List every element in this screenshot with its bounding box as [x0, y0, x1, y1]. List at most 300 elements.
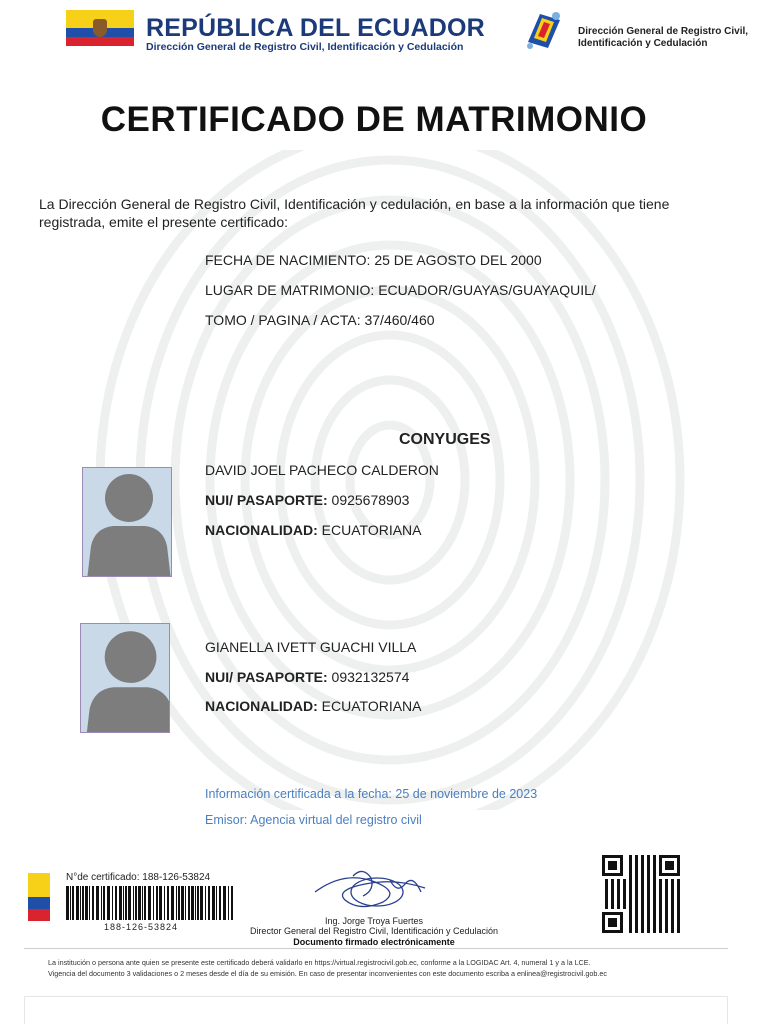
qr-module [647, 903, 650, 906]
republic-subtitle: Dirección General de Registro Civil, Identificación y Cedulación [146, 41, 464, 53]
barcode-bar [197, 886, 199, 920]
qr-module [647, 924, 650, 927]
qr-module [647, 855, 650, 858]
qr-module [635, 879, 638, 882]
qr-module [671, 900, 674, 903]
qr-module [629, 861, 632, 864]
spouses-heading: CONYUGES [399, 431, 491, 448]
qr-module [641, 885, 644, 888]
qr-module [629, 927, 632, 930]
qr-module [641, 870, 644, 873]
barcode-bar [212, 886, 215, 920]
marriage-place-field: LUGAR DE MATRIMONIO: ECUADOR/GUAYAS/GUAYAQUIL/ [205, 282, 596, 298]
barcode-bar [119, 886, 122, 920]
qr-module [647, 909, 650, 912]
qr-module [641, 915, 644, 918]
qr-module [635, 927, 638, 930]
qr-module [659, 900, 662, 903]
qr-module [611, 900, 614, 903]
qr-module [647, 879, 650, 882]
qr-module [659, 897, 662, 900]
barcode-bar [133, 886, 134, 920]
qr-module [641, 888, 644, 891]
qr-module [605, 897, 608, 900]
qr-module [677, 906, 680, 909]
barcode-bar [176, 886, 177, 920]
spouse1-nationality [205, 522, 422, 538]
qr-module [653, 861, 656, 864]
legal-note-line2: Vigencia del documento 3 validaciones o 2 meses desde el día de su emisión. En caso de presentar inconvenientes con este documento escriba a enlinea@registrocivil.gob.ec [48, 969, 607, 978]
qr-module [659, 912, 662, 915]
issuer-line: Emisor: Agencia virtual del registro civil [205, 813, 422, 827]
qr-module [641, 927, 644, 930]
qr-module [629, 885, 632, 888]
qr-module [653, 879, 656, 882]
barcode-bar [103, 886, 105, 920]
qr-module [665, 891, 668, 894]
qr-module [617, 888, 620, 891]
qr-module [629, 915, 632, 918]
certification-date: Información certificada a la fecha: 25 de noviembre de 2023 [205, 787, 538, 801]
qr-module [617, 882, 620, 885]
qr-module [653, 864, 656, 867]
qr-module [641, 930, 644, 933]
person-silhouette-icon [83, 468, 172, 577]
qr-module [611, 879, 614, 882]
certificate-number: N°de certificado: 188-126-53824 [66, 872, 211, 883]
qr-module [665, 897, 668, 900]
qr-module [653, 918, 656, 921]
qr-module [605, 888, 608, 891]
qr-module [623, 903, 626, 906]
qr-module [641, 906, 644, 909]
qr-module [647, 873, 650, 876]
qr-module [665, 906, 668, 909]
qr-module [653, 927, 656, 930]
qr-module [647, 882, 650, 885]
qr-module [617, 903, 620, 906]
barcode-bar [80, 886, 81, 920]
qr-module [653, 858, 656, 861]
barcode-bar [82, 886, 84, 920]
qr-module [659, 918, 662, 921]
nationality-label: NACIONALIDAD: [205, 698, 318, 714]
qr-module [647, 858, 650, 861]
barcode-bar [191, 886, 194, 920]
next-page-edge [24, 996, 728, 1024]
qr-module [671, 891, 674, 894]
qr-module [635, 861, 638, 864]
barcode-bar [92, 886, 94, 920]
qr-module [665, 900, 668, 903]
qr-module [617, 885, 620, 888]
barcode-bar [200, 886, 203, 920]
barcode-bar [153, 886, 154, 920]
qr-module [623, 879, 626, 882]
qr-module [659, 927, 662, 930]
qr-module [647, 912, 650, 915]
qr-module [677, 897, 680, 900]
qr-module [629, 882, 632, 885]
qr-module [635, 864, 638, 867]
qr-module [623, 891, 626, 894]
qr-module [623, 882, 626, 885]
barcode-bar [205, 886, 206, 920]
barcode-bar [144, 886, 146, 920]
qr-module [629, 858, 632, 861]
qr-module [665, 888, 668, 891]
barcode-bar [135, 886, 137, 920]
nui-value: 0925678903 [331, 492, 410, 508]
qr-module [635, 870, 638, 873]
qr-module [653, 885, 656, 888]
nui-label: NUI/ PASAPORTE: [205, 669, 328, 685]
qr-module [605, 906, 608, 909]
qr-module [617, 894, 620, 897]
qr-finder [608, 918, 617, 927]
qr-module [647, 921, 650, 924]
qr-module [659, 885, 662, 888]
qr-module [605, 879, 608, 882]
qr-module [635, 867, 638, 870]
qr-module [653, 906, 656, 909]
barcode-bar [70, 886, 71, 920]
qr-module [635, 858, 638, 861]
qr-module [641, 858, 644, 861]
nationality-label: NACIONALIDAD: [205, 522, 318, 538]
qr-module [629, 906, 632, 909]
agency-name [578, 26, 748, 50]
qr-module [623, 900, 626, 903]
intro-paragraph: La Dirección General de Registro Civil, Identificación y cedulación, en base a la información que tiene registrada, emite el presente certificado: [39, 196, 670, 230]
agency-name-line1: Dirección General de Registro Civil, [578, 26, 749, 37]
qr-module [671, 924, 674, 927]
qr-module [665, 894, 668, 897]
qr-module [671, 897, 674, 900]
qr-module [677, 927, 680, 930]
qr-module [647, 900, 650, 903]
qr-module [659, 915, 662, 918]
qr-module [659, 909, 662, 912]
qr-module [641, 864, 644, 867]
qr-module [611, 891, 614, 894]
qr-module [605, 900, 608, 903]
qr-module [671, 921, 674, 924]
qr-module [653, 897, 656, 900]
qr-module [641, 903, 644, 906]
signed-electronically-note: Documento firmado electrónicamente [293, 937, 455, 947]
qr-module [647, 906, 650, 909]
qr-module [671, 906, 674, 909]
qr-module [641, 894, 644, 897]
qr-module [635, 876, 638, 879]
qr-module [653, 873, 656, 876]
qr-module [659, 894, 662, 897]
barcode-bar [123, 886, 124, 920]
qr-finder [665, 861, 674, 870]
qr-module [665, 915, 668, 918]
qr-module [659, 891, 662, 894]
qr-module [653, 915, 656, 918]
qr-module [641, 912, 644, 915]
qr-module [665, 882, 668, 885]
qr-module [659, 879, 662, 882]
qr-module [653, 924, 656, 927]
qr-module [671, 894, 674, 897]
qr-module [653, 867, 656, 870]
qr-module [647, 897, 650, 900]
barcode-bar [66, 886, 69, 920]
qr-module [653, 891, 656, 894]
qr-module [671, 927, 674, 930]
qr-module [647, 894, 650, 897]
qr-module [635, 882, 638, 885]
qr-module [677, 879, 680, 882]
qr-module [671, 885, 674, 888]
qr-module [659, 882, 662, 885]
qr-module [647, 888, 650, 891]
qr-module [641, 873, 644, 876]
qr-module [647, 876, 650, 879]
barcode-bar [185, 886, 186, 920]
qr-module [611, 888, 614, 891]
barcode-bar [159, 886, 162, 920]
qr-module [677, 915, 680, 918]
qr-module [677, 921, 680, 924]
qr-module [653, 870, 656, 873]
qr-module [647, 927, 650, 930]
qr-module [677, 903, 680, 906]
qr-module [641, 891, 644, 894]
qr-module [653, 909, 656, 912]
qr-module [677, 900, 680, 903]
qr-module [611, 885, 614, 888]
qr-module [659, 930, 662, 933]
qr-module [647, 861, 650, 864]
qr-finder [608, 861, 617, 870]
qr-module [647, 918, 650, 921]
qr-module [647, 891, 650, 894]
qr-module [653, 888, 656, 891]
registro-civil-logo-icon [520, 8, 566, 50]
nui-value: 0932132574 [331, 669, 410, 685]
qr-module [629, 867, 632, 870]
barcode-number: 188-126-53824 [104, 922, 179, 932]
qr-module [671, 918, 674, 921]
qr-module [635, 909, 638, 912]
qr-module [617, 891, 620, 894]
qr-module [641, 882, 644, 885]
qr-module [617, 897, 620, 900]
qr-module [647, 885, 650, 888]
nui-label: NUI/ PASAPORTE: [205, 492, 328, 508]
qr-module [653, 930, 656, 933]
spouse-photo [80, 623, 170, 733]
qr-module [647, 867, 650, 870]
tomo-pagina-acta-field: TOMO / PAGINA / ACTA: 37/460/460 [205, 312, 435, 328]
qr-module [641, 924, 644, 927]
qr-module [629, 912, 632, 915]
qr-module [605, 885, 608, 888]
agency-name-line2: Identificación y Cedulación [578, 38, 708, 49]
qr-module [665, 927, 668, 930]
qr-module [671, 909, 674, 912]
qr-module [665, 912, 668, 915]
qr-module [635, 891, 638, 894]
qr-module [671, 882, 674, 885]
qr-module [629, 891, 632, 894]
barcode-bar [138, 886, 141, 920]
qr-module [659, 924, 662, 927]
qr-module [677, 909, 680, 912]
qr-module [671, 915, 674, 918]
qr-module [641, 918, 644, 921]
qr-module [629, 873, 632, 876]
qr-module [647, 915, 650, 918]
qr-module [629, 864, 632, 867]
footer-divider [24, 948, 728, 949]
ecuador-flag-icon [66, 10, 134, 46]
qr-module [629, 870, 632, 873]
qr-module [671, 888, 674, 891]
spouse2-nui [205, 669, 409, 685]
ecuador-flag-icon [28, 873, 50, 921]
barcode-bar [195, 886, 196, 920]
qr-module [629, 918, 632, 921]
qr-module [647, 930, 650, 933]
qr-module [611, 894, 614, 897]
qr-module [629, 879, 632, 882]
qr-module [635, 915, 638, 918]
qr-module [677, 885, 680, 888]
qr-module [677, 924, 680, 927]
qr-module [617, 906, 620, 909]
barcode-bar [89, 886, 90, 920]
barcode-bar [181, 886, 184, 920]
barcode-bar [156, 886, 158, 920]
barcode-bar [178, 886, 180, 920]
birth-date-field: FECHA DE NACIMIENTO: 25 DE AGOSTO DEL 2000 [205, 252, 542, 268]
barcode-bar [171, 886, 174, 920]
person-silhouette-icon [81, 624, 170, 733]
qr-module [665, 879, 668, 882]
qr-module [641, 897, 644, 900]
qr-module [659, 921, 662, 924]
barcode-bar [112, 886, 113, 920]
qr-module [677, 888, 680, 891]
qr-module [653, 912, 656, 915]
spouse1-nui [205, 492, 409, 508]
barcode-bar [128, 886, 131, 920]
qr-module [677, 930, 680, 933]
qr-module [635, 885, 638, 888]
barcode-bar [101, 886, 102, 920]
qr-module [617, 879, 620, 882]
barcode-bar [142, 886, 143, 920]
barcode-bar [228, 886, 229, 920]
qr-module [659, 906, 662, 909]
qr-module [635, 900, 638, 903]
qr-module [677, 894, 680, 897]
qr-module [611, 897, 614, 900]
qr-module [635, 924, 638, 927]
qr-module [635, 918, 638, 921]
qr-module [635, 930, 638, 933]
qr-module [671, 879, 674, 882]
qr-module [623, 897, 626, 900]
signer-role: Director General del Registro Civil, Identificación y Cedulación [249, 926, 499, 936]
qr-module [635, 873, 638, 876]
qr-module [665, 885, 668, 888]
qr-module [659, 903, 662, 906]
signature-icon [305, 862, 435, 917]
barcode-bar [223, 886, 226, 920]
qr-module [611, 903, 614, 906]
qr-module [665, 921, 668, 924]
qr-module [677, 891, 680, 894]
nationality-value: ECUATORIANA [321, 522, 422, 538]
qr-module [605, 894, 608, 897]
qr-module [611, 882, 614, 885]
qr-module [653, 894, 656, 897]
qr-module [629, 903, 632, 906]
qr-module [671, 930, 674, 933]
qr-module [623, 906, 626, 909]
qr-module [641, 855, 644, 858]
qr-module [629, 900, 632, 903]
barcode-bar [208, 886, 210, 920]
qr-module [629, 897, 632, 900]
qr-module [665, 930, 668, 933]
qr-module [647, 864, 650, 867]
spouse-photo [82, 467, 172, 577]
qr-module [629, 888, 632, 891]
barcode-bar [167, 886, 169, 920]
qr-module [605, 903, 608, 906]
qr-module [629, 909, 632, 912]
barcode-bar [76, 886, 79, 920]
qr-module [677, 912, 680, 915]
qr-module [629, 855, 632, 858]
qr-module [641, 909, 644, 912]
spouse1-name: DAVID JOEL PACHECO CALDERON [205, 462, 439, 478]
qr-module [611, 906, 614, 909]
qr-module [671, 912, 674, 915]
qr-module [635, 888, 638, 891]
qr-module [641, 921, 644, 924]
qr-module [665, 918, 668, 921]
barcode-bar [107, 886, 110, 920]
qr-module [653, 900, 656, 903]
qr-module [635, 903, 638, 906]
barcode-bar [216, 886, 217, 920]
qr-module [671, 903, 674, 906]
qr-module [653, 855, 656, 858]
barcode-bar [85, 886, 88, 920]
qr-module [641, 861, 644, 864]
document-title: CERTIFICADO DE MATRIMONIO [100, 100, 648, 139]
qr-module [635, 912, 638, 915]
qr-module [629, 930, 632, 933]
qr-module [641, 879, 644, 882]
spouse2-nationality [205, 698, 422, 714]
qr-module [623, 885, 626, 888]
qr-module [629, 876, 632, 879]
qr-module [653, 882, 656, 885]
signer-name: Ing. Jorge Troya Fuertes [324, 916, 424, 926]
qr-module [629, 924, 632, 927]
barcode-bar [219, 886, 221, 920]
